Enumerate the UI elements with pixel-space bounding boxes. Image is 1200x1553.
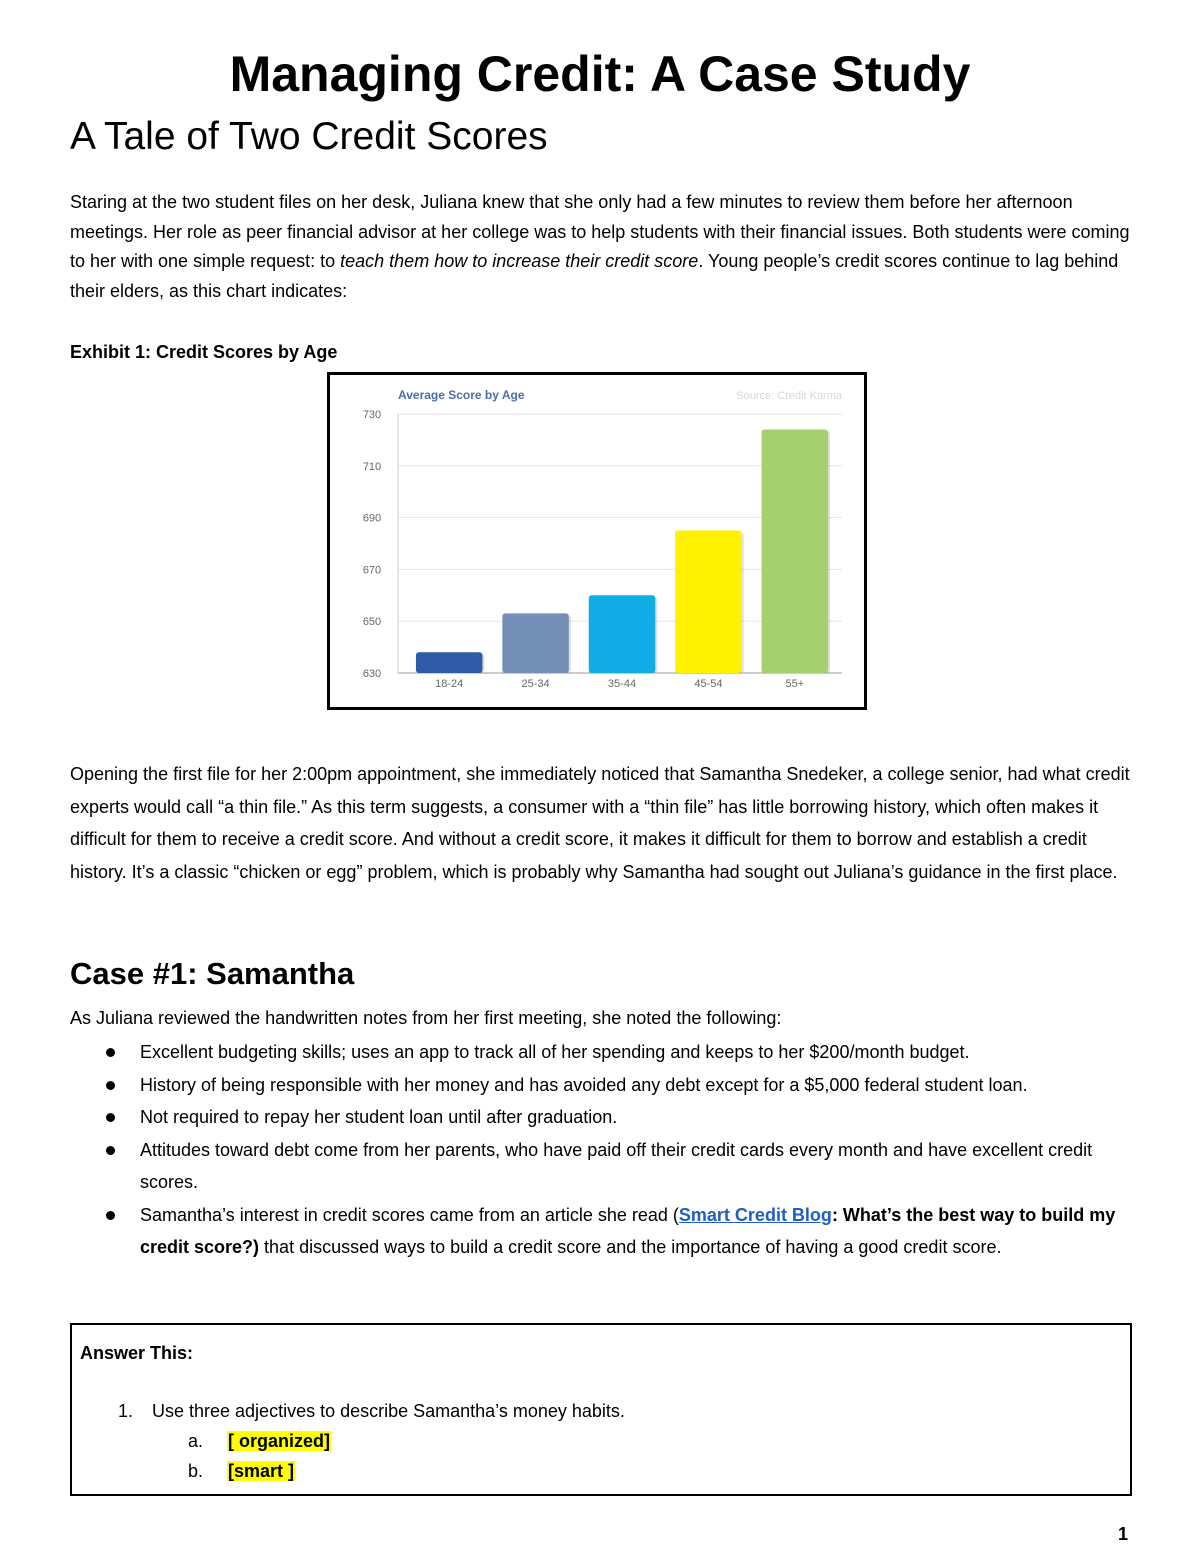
smart-credit-blog-link[interactable]: Smart Credit Blog	[678, 1204, 832, 1225]
bar	[416, 652, 483, 673]
x-tick-label: 18-24	[435, 678, 464, 690]
bar	[675, 531, 742, 673]
list-item-text: History of being responsible with her money and has avoided any debt except for a $5,000 federal student loan.	[140, 1074, 1028, 1095]
bar	[589, 595, 656, 673]
intro-text-1: Staring at the two student files on her desk, Juliana knew that she only had a few minutes to review them before her afternoon meetings. Her role as peer financial advisor at her college was to help students with their financial issues. Both students were coming to her with one simple request: to	[70, 192, 1130, 272]
list-item-text-after: that discussed ways to build a credit score and the importance of having a good credit score.	[259, 1237, 1002, 1257]
chart-source: Source: Credit Karma	[736, 390, 842, 402]
page-number: 1	[1117, 1524, 1128, 1544]
bullet-dot	[106, 1113, 115, 1122]
list-item-text-before: Samantha’s interest in credit scores came from an article she read (	[140, 1204, 679, 1225]
x-tick-label: 45-54	[694, 678, 723, 690]
bullet-dot	[106, 1081, 115, 1090]
y-tick-label: 690	[362, 512, 382, 525]
list-item	[70, 1199, 1130, 1264]
page-subtitle: A Tale of Two Credit Scores	[70, 115, 548, 158]
x-tick-label: 35-44	[607, 678, 637, 690]
bullet-dot	[106, 1048, 115, 1057]
page-title: Managing Credit: A Case Study	[229, 46, 971, 102]
opening-paragraph: Opening the first file for her 2:00pm appointment, she immediately noticed that Samantha Snedeker, a college senior, had what credit experts would call “a thin file.” As this term suggests, a consumer with a “thin file” has little borrowing history, which often makes it difficult for them to receive a credit score. And without a credit score, it makes it difficult for them to borrow and establish a credit history. It’s a classic “chicken or egg” problem, which is probably why Samantha had sought out Juliana’s guidance in the first place.	[70, 764, 1130, 882]
y-tick-label: 710	[362, 460, 382, 473]
intro-text-2: . Young people’s credit scores continue to lag behind their elders, as this chart indicates:	[70, 251, 1119, 301]
y-tick-label: 630	[362, 668, 382, 680]
bar	[502, 613, 569, 673]
answer-letter-b: b.	[188, 1461, 204, 1481]
question-text: Use three adjectives to describe Samantha’s money habits.	[152, 1401, 625, 1421]
list-item	[70, 1069, 1130, 1102]
answer-b[interactable]: [smart ]	[228, 1461, 295, 1481]
answer-a[interactable]: [ organized]	[228, 1431, 330, 1451]
answer-letter-a: a.	[188, 1431, 204, 1451]
chart-frame	[327, 372, 867, 710]
notes-intro: As Juliana reviewed the handwritten notes from her first meeting, she noted the following:	[70, 1008, 782, 1028]
list-item	[70, 1101, 1130, 1134]
chart-title: Average Score by Age	[398, 388, 525, 402]
list-item-text: Attitudes toward debt come from her parents, who have paid off their credit cards every month and have excellent credit scores.	[140, 1139, 1093, 1192]
x-tick-label: 55+	[785, 678, 805, 690]
exhibit-label: Exhibit 1: Credit Scores by Age	[70, 342, 338, 362]
bar	[762, 430, 829, 673]
list-item	[70, 1134, 1130, 1199]
notes-list	[70, 1036, 1130, 1264]
list-item-text: Excellent budgeting skills; uses an app to track all of her spending and keeps to her $200/month budget.	[140, 1042, 970, 1062]
bullet-dot	[106, 1211, 115, 1220]
list-item-text: Not required to repay her student loan until after graduation.	[140, 1107, 618, 1127]
bar-chart	[330, 375, 864, 707]
answer-label: Answer This:	[80, 1343, 194, 1363]
bullet-dot	[106, 1146, 115, 1155]
x-tick-label: 25-34	[521, 678, 550, 690]
intro-paragraph	[70, 188, 1130, 306]
intro-emphasis: teach them how to increase their credit score	[340, 251, 699, 272]
y-tick-label: 730	[362, 409, 382, 421]
answer-box	[70, 1323, 1132, 1496]
y-tick-label: 650	[362, 616, 382, 629]
article-title: : What’s the best way to build my credit score?)	[140, 1204, 1116, 1257]
question-number: 1.	[118, 1401, 134, 1421]
list-item	[70, 1036, 1130, 1069]
y-tick-label: 670	[362, 564, 382, 577]
case-heading: Case #1: Samantha	[70, 956, 355, 991]
